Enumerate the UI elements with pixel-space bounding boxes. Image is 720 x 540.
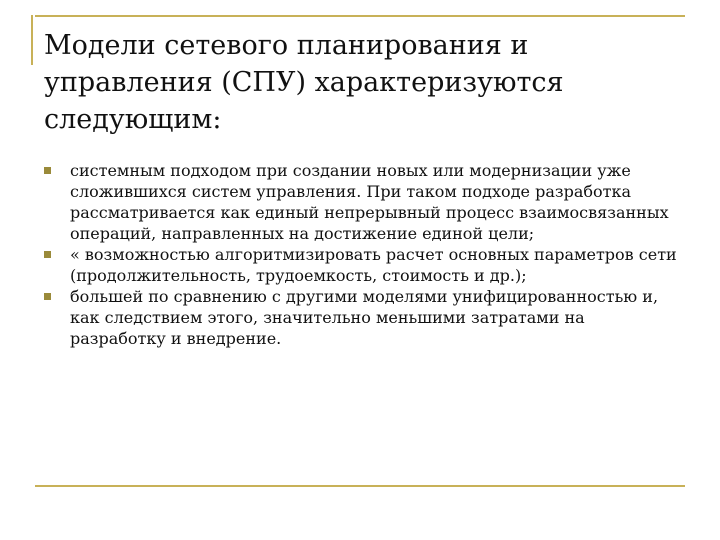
list-item bbox=[44, 160, 684, 244]
square-bullet-icon bbox=[44, 251, 51, 258]
list-item-text: большей по сравнению с другими моделями унифицированностью и, как следствием этого, значительно меньшими затратами на разработку и внедрение. bbox=[70, 287, 659, 348]
bottom-divider-line bbox=[35, 485, 685, 487]
square-bullet-icon bbox=[44, 167, 51, 174]
list-item-text: системным подходом при создании новых или модернизации уже сложившихся систем управления. При таком подходе разработка рассматривается как единый непрерывный процесс взаимосвязанных операций, направленных на достижение единой цели; bbox=[70, 161, 669, 243]
slide-title: Модели сетевого планирования и управления (СПУ) характеризуются следующим: bbox=[44, 30, 564, 135]
bullet-list bbox=[44, 160, 684, 349]
left-accent-line bbox=[31, 15, 33, 65]
list-item-text: « возможностью алгоритмизировать расчет основных параметров сети (продолжительность, трудоемкость, стоимость и др.); bbox=[70, 245, 677, 285]
top-divider-line bbox=[35, 15, 685, 17]
list-item bbox=[44, 244, 684, 286]
square-bullet-icon bbox=[44, 293, 51, 300]
list-item bbox=[44, 286, 684, 349]
